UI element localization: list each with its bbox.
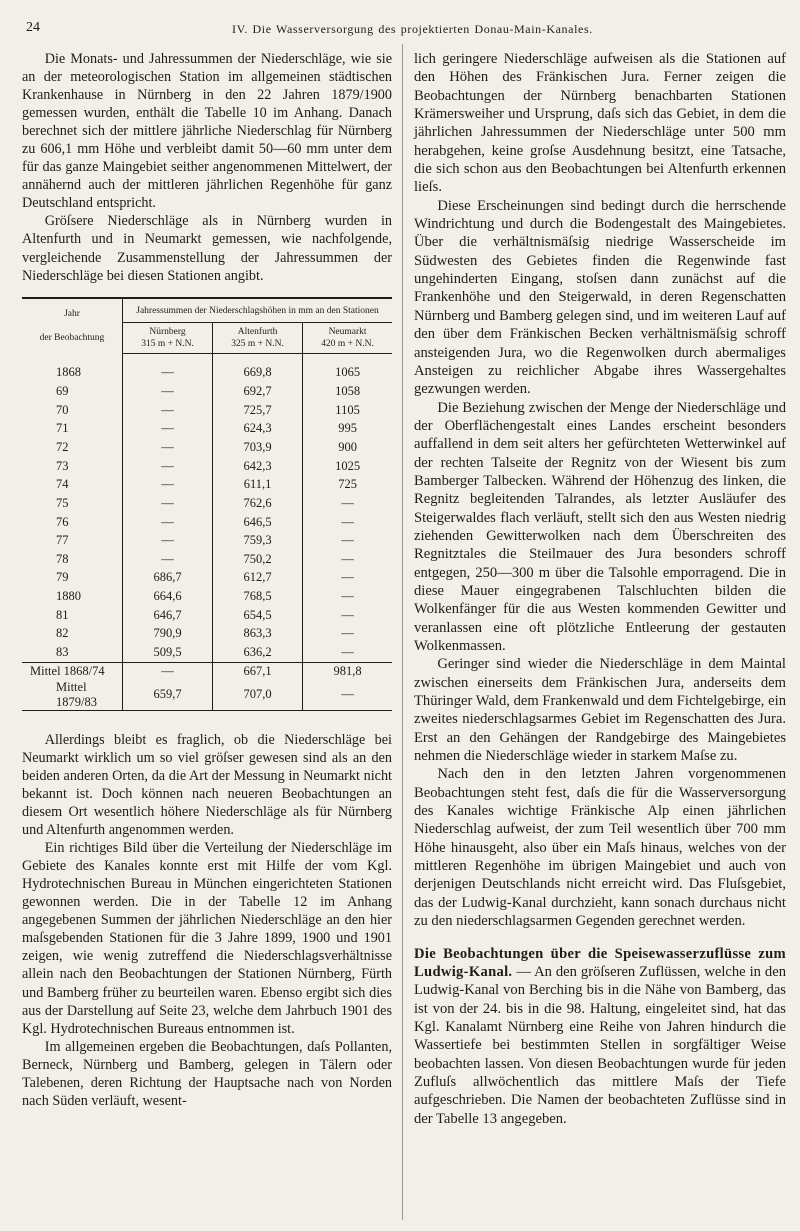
altenfurth-value: 611,1 [213, 475, 303, 494]
table-row [22, 438, 392, 457]
precipitation-table [22, 297, 392, 711]
table-row [22, 513, 392, 532]
paragraph: Geringer sind wieder die Niederschläge in dem Maintal zwischen einerseits dem Fränkischen Jura, anderseits dem Thüringer Wald, dem Frankenwald und dem Fichtelgebirge, ein zweites niederschlagsarmes Gebiet im Regenschatten des Jura. Erst an den Gehängen der Randgebirge des Maingebietes nehmen die Niederschläge wieder in starkem Maſse zu. [414, 656, 786, 765]
mean-label: Mittel 1868/74 [22, 662, 123, 680]
year-cell: 74 [22, 475, 123, 494]
nuernberg-value: — [161, 365, 174, 380]
section-lead-heading: Die Beobachtungen über die Speisewasserzuflüsse zum Ludwig-Kanal. [414, 945, 786, 980]
nuernberg-value: — [161, 533, 174, 548]
altenfurth-value: 667,1 [213, 662, 303, 680]
year-cell: 82 [22, 625, 123, 644]
mean-label: Mittel 1879/83 [22, 680, 123, 711]
nuernberg-value: — [161, 384, 174, 399]
altenfurth-value: 636,2 [213, 643, 303, 662]
altenfurth-value: 759,3 [213, 531, 303, 550]
station-elevation: 315 m + N.N. [141, 338, 194, 349]
year-cell: 77 [22, 531, 123, 550]
year-cell: 69 [22, 382, 123, 401]
year-header-line1: Jahr [64, 308, 80, 319]
neumarkt-value: 1025 [335, 458, 361, 473]
table-row [22, 382, 392, 401]
station-name: Altenfurth [237, 326, 278, 337]
year-cell: 1880 [22, 587, 123, 606]
table-row [22, 475, 392, 494]
altenfurth-value: 642,3 [213, 457, 303, 476]
paragraph: Gröſsere Niederschläge als in Nürnberg wurden in Altenfurth und in Neumarkt gemessen, wie nachfolgende, vergleichende Zusammenstellung der Jahressummen der Niederschläge bei diesen Stationen angibt. [22, 213, 392, 284]
neumarkt-value: — [341, 589, 354, 604]
year-cell: 79 [22, 569, 123, 588]
year-cell: 76 [22, 513, 123, 532]
paragraph: Im allgemeinen ergeben die Beobachtungen, daſs Pollanten, Berneck, Nürnberg und Bamberg, gelegen in Tälern oder Talebenen, deren Richtung der Hauptsache nach von Norden nach Süden verläuft, wesent- [22, 1038, 392, 1109]
group-header: Jahressummen der Niederschlagshöhen in mm an den Stationen [123, 298, 393, 323]
altenfurth-value: 863,3 [213, 625, 303, 644]
neumarkt-value: 900 [338, 439, 357, 454]
nuernberg-value: — [161, 551, 174, 566]
altenfurth-value: 725,7 [213, 401, 303, 420]
altenfurth-value: 750,2 [213, 550, 303, 569]
table-row [22, 606, 392, 625]
table-row [22, 569, 392, 588]
page-header [0, 20, 800, 42]
altenfurth-value: 654,5 [213, 606, 303, 625]
mean-row [22, 680, 392, 711]
nuernberg-value: — [161, 477, 174, 492]
neumarkt-value: 1065 [335, 365, 361, 380]
altenfurth-value: 692,7 [213, 382, 303, 401]
page-number: 24 [26, 20, 40, 35]
paragraph: Nach den in den letzten Jahren vorgenommenen Beobachtungen steht fest, daſs die für die Wasserversorgung des Kanales wichtige Fränkische Alp einen jährlichen Niederschlag aufweist, der zum Teil wesentlich über 700 mm Höhe hinausgeht, also über ein Maſs hinaus, welches von der mittleren Regenhöhe im übrigen Maingebiet und auch von derjenigen Deutschlands nicht erreicht wird. Das Fluſsgebiet, das der Ludwig-Kanal durchzieht, kann sonach durchaus nicht zu den niederschlagsarmen Gegenden gerechnet werden. [414, 766, 786, 930]
paragraph: lich geringere Niederschläge aufweisen als die Stationen auf den Höhen des Fränkischen Jura. Ferner zeigen die Beobachtungen der Nürnberg benachbarten Stationen Krämersweiher und Ursprung, daſs sich das Gebiet, in dem die jährlichen Jahressummen der Niederschläge unter 500 mm herabgehen, keine groſse Ausdehnung besitzt, eine Tatsache, die sich schon aus den Beobachtungen bei Altenfurth erkennen lieſs. [414, 51, 786, 196]
table-row [22, 550, 392, 569]
station-elevation: 420 m + N.N. [321, 338, 374, 349]
altenfurth-value: 703,9 [213, 438, 303, 457]
nuernberg-value: — [161, 402, 174, 417]
year-cell: 78 [22, 550, 123, 569]
nuernberg-value: 646,7 [153, 607, 182, 622]
paragraph: Diese Erscheinungen sind bedingt durch die herrschende Windrichtung und durch die Bodengestalt des Maingebietes. Über die verhältnismäſsig niedrige Wasserscheide im Südwesten des Gebietes finden die Regenwinde fast ungehinderten Eingang, stoſsen dann zunächst auf die Frankenhöhe und den Steigerwald, in deren Regenschatten Nürnberg und Bamberg gelegen sind, und im weiteren Lauf auf den über dem Fränkischen Becken verhältnismäſsig schroff ansteigenden Jura, wo die Regenwolken durch abermaliges Ansteigen zu reichlicher Abgabe ihres Wassergehaltes gezwungen werden. [414, 197, 786, 398]
year-cell: 70 [22, 401, 123, 420]
station-header-altenfurth [213, 322, 303, 353]
paragraph: Ein richtiges Bild über die Verteilung der Niederschläge im Gebiete des Kanales konnte erst mit Hilfe der vom Kgl. Hydrotechnischen Bureau in München eingerichteten Stationen gewonnen werden. Die in der Tabelle 12 im Anhang angegebenen Summen der jährlichen Niederschläge an den hier maſsgebenden Stationen für die 3 Jahre 1899, 1900 und 1901 zeigen, wie wenig zutreffend die Niederschlagsverhältnisse allein nach den Beobachtungen der Stationen Nürnberg, Fürth und Bamberg früher zu beurteilen waren. Ebenso ergibt sich dies aus der Darstellung auf Seite 23, welche dem Jahrbuch 1901 des Kgl. Hydrotechnischen Bureaus entnommen ist. [22, 840, 392, 1037]
table-row [22, 401, 392, 420]
year-cell: 1868 [22, 353, 123, 382]
year-cell: 71 [22, 420, 123, 439]
nuernberg-value: 686,7 [153, 570, 182, 585]
altenfurth-value: 669,8 [213, 353, 303, 382]
neumarkt-value: 725 [338, 477, 357, 492]
neumarkt-value: — [341, 495, 354, 510]
table-row [22, 587, 392, 606]
neumarkt-value: — [341, 533, 354, 548]
nuernberg-value: — [161, 495, 174, 510]
station-name: Neumarkt [328, 326, 367, 337]
neumarkt-value: — [341, 626, 354, 641]
table-row [22, 353, 392, 382]
nuernberg-value: 509,5 [153, 645, 182, 660]
nuernberg-value: — [161, 421, 174, 436]
nuernberg-value: — [161, 514, 174, 529]
year-cell: 83 [22, 643, 123, 662]
neumarkt-value: — [341, 551, 354, 566]
year-cell: 72 [22, 438, 123, 457]
neumarkt-value: — [341, 514, 354, 529]
neumarkt-value: — [341, 645, 354, 660]
right-column [414, 50, 786, 1128]
year-cell: 81 [22, 606, 123, 625]
altenfurth-value: 646,5 [213, 513, 303, 532]
nuernberg-value: 790,9 [153, 626, 182, 641]
running-head: IV. Die Wasserversorgung des projektierten Donau-Main-Kanales. [232, 22, 593, 36]
station-name: Nürnberg [149, 326, 186, 337]
altenfurth-value: 707,0 [213, 680, 303, 711]
table-row [22, 531, 392, 550]
neumarkt-value: 981,8 [303, 662, 392, 680]
neumarkt-value: 995 [338, 421, 357, 436]
station-header-neumarkt [303, 322, 392, 353]
paragraph: Allerdings bleibt es fraglich, ob die Niederschläge bei Neumarkt wirklich um so viel gröſser gewesen sind als an den beiden anderen Orten, da die Art der Messung in Neumarkt nicht bekannt ist. Doch können nach neueren Beobachtungen an diesem Ort wesentlich höhere Niederschläge als für Nürnberg und Altenfurth angenommen werden. [22, 731, 392, 839]
nuernberg-value: 659,7 [153, 687, 182, 702]
altenfurth-value: 762,6 [213, 494, 303, 513]
year-cell: 75 [22, 494, 123, 513]
station-elevation: 325 m + N.N. [231, 338, 284, 349]
nuernberg-value: — [123, 662, 213, 680]
right-paragraphs [414, 50, 786, 931]
table-row [22, 494, 392, 513]
year-cell: 73 [22, 457, 123, 476]
paragraph: Die Beziehung zwischen der Menge der Niederschläge und der Oberflächengestalt eines Landes erscheint besonders auffallend in dem seit alters her gefürchteten Wetterwinkel auf der rechten Talseite der Regnitz von der Wiesent bis zum Bamberger Talbecken. Während der Höhenzug des linken, die Regnitz begleitenden Talrandes, als letzter Ausläufer des Steigerwaldes flach verläuft, stellt sich den aus Westen niedrig ziehenden Gewitterwolken nach dem Überschreiten des Regnitztales die Steilmauer des Jura besonders schroff entgegen, 250—300 m über die Talsohle emporragend. Die in diese Mauer eingegrabenen Talschluchten bilden die Wolkenfänger für die aus Westen kommenden Gewitter und veranlassen eine oft plötzliche Entleerung der gestauten Wolkenmassen. [414, 399, 786, 654]
left-paragraphs-after-table [22, 731, 392, 1110]
nuernberg-value: 664,6 [153, 589, 182, 604]
neumarkt-value: — [341, 570, 354, 585]
year-header-line2: der Beobachtung [39, 332, 105, 343]
section-lead-text: — An den gröſseren Zuflüssen, welche in den Ludwig-Kanal von Berching bis in die Nähe von Bamberg, das ist von der 24. bis in die 98. Haltung, eingeleitet sind, hat das Kgl. Kanalamt Nürnberg eine Reihe von Jahren hindurch die Wassertiefe bei bestimmten Stellen in sorgfältiger Weise beobachten lassen. Von diesen Beobachtungen wurde für jeden Zufluſs allwöchentlich das mittlere Maſs der Tiefe aufgeschrieben. Die Namen der beobachteten Zuflüsse sind in der Tabelle 13 angegeben. [414, 963, 786, 1127]
altenfurth-value: 768,5 [213, 587, 303, 606]
paragraph: Die Monats- und Jahressummen der Niederschläge, wie sie an der meteorologischen Station im allgemeinen städtischen Krankenhause in Nürnberg in den 22 Jahren 1879/1900 gemessen wurden, enthält die Tabelle 10 im Anhang. Danach berechnet sich der mittlere jährliche Niederschlag für Nürnberg zu 606,1 mm Höhe und verbleibt damit 50—60 mm unter dem für das ganze Maingebiet seither angenommenen Mittelwert, der annähernd auch der mittleren jährlichen Regenhöhe für ganz Deutschland entspricht. [22, 51, 392, 212]
neumarkt-value: 1058 [335, 384, 361, 399]
nuernberg-value: — [161, 439, 174, 454]
column-divider [402, 44, 403, 1220]
nuernberg-value: — [161, 458, 174, 473]
section-paragraph-speisewasser [414, 945, 786, 1128]
table-body [22, 353, 392, 710]
table-row [22, 420, 392, 439]
neumarkt-value: — [341, 607, 354, 622]
table-row [22, 625, 392, 644]
table-row [22, 457, 392, 476]
neumarkt-value: — [341, 687, 354, 702]
neumarkt-value: 1105 [335, 402, 360, 417]
left-column [22, 50, 392, 1110]
altenfurth-value: 612,7 [213, 569, 303, 588]
altenfurth-value: 624,3 [213, 420, 303, 439]
year-column-header [22, 298, 123, 354]
mean-row [22, 662, 392, 680]
left-paragraphs-before-table [22, 50, 392, 285]
table-row [22, 643, 392, 662]
station-header-nuernberg [123, 322, 213, 353]
